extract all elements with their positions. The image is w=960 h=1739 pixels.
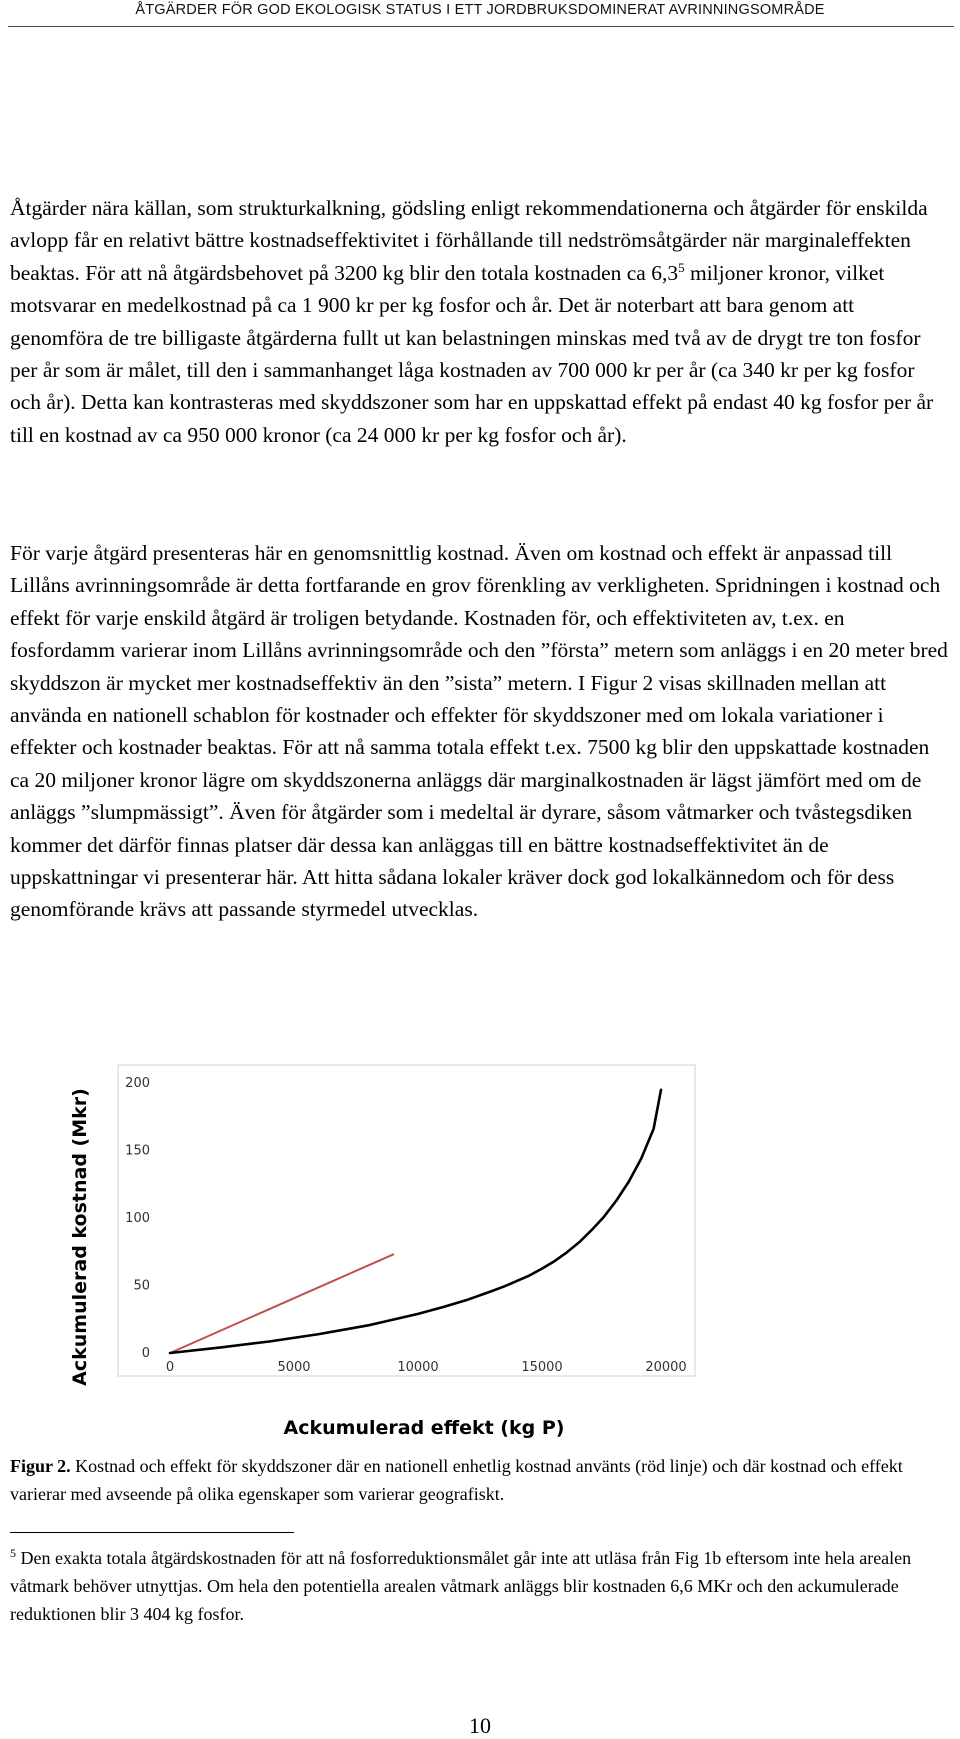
paragraph-1-text-b: miljoner kronor, vilket motsvarar en medelkostnad på ca 1 900 kr per kg fosfor och år. Det är noterbart att bara genom att genomföra de tre billigaste åtgärderna fullt ut kan belastningen minskas med två av de drygt tre ton fosfor per år som är målet, till den i sammanhanget låga kostnaden av 700 000 kr per år (ca 340 kr per kg fosfor och år). Detta kan kontrasteras med skyddszoner som har en uppskattad effekt på endast 40 kg fosfor per år till en kostnad av ca 950 000 kronor (ca 24 000 kr per kg fosfor och år). bbox=[10, 260, 934, 447]
caption-label: Figur 2. bbox=[10, 1456, 71, 1476]
footnote-separator bbox=[10, 1532, 294, 1533]
y-tick-label: 0 bbox=[141, 1346, 150, 1361]
y-tick-label: 150 bbox=[125, 1143, 150, 1159]
plot-frame bbox=[118, 1065, 695, 1376]
x-tick-label: 15000 bbox=[521, 1360, 563, 1375]
x-tick-label: 10000 bbox=[397, 1360, 439, 1375]
footnote-ref-5[interactable]: 5 bbox=[678, 259, 685, 275]
footnote-number: 5 bbox=[10, 1546, 16, 1560]
cost-effect-chart bbox=[60, 1050, 760, 1450]
x-axis-label: Ackumulerad effekt (kg P) bbox=[283, 1417, 565, 1439]
y-axis-label: Ackumulerad kostnad (Mkr) bbox=[69, 1088, 91, 1386]
paragraph-1-text-a: Åtgärder nära källan, som strukturkalkning, gödsling enligt rekommendationerna och åtgärder för enskilda avlopp får en relativt bättre kostnadseffektivitet i förhållande till nedströmsåtgärder när marginaleffekten beaktas. För att nå åtgärdsbehovet på 3200 kg blir den totala kostnaden ca 6,3 bbox=[10, 196, 928, 285]
figure-2 bbox=[60, 1050, 760, 1450]
figure-caption bbox=[10, 1452, 950, 1508]
page-number: 10 bbox=[469, 1713, 491, 1738]
caption-text: Kostnad och effekt för skyddszoner där en nationell enhetlig kostnad använts (röd linje) och där kostnad och effekt varierar med avseende på olika egenskaper som varierar geografiskt. bbox=[10, 1456, 903, 1504]
y-tick-label: 50 bbox=[133, 1278, 150, 1294]
y-tick-label: 200 bbox=[125, 1076, 150, 1091]
header-rule bbox=[8, 26, 954, 27]
running-header: ÅTGÄRDER FÖR GOD EKOLOGISK STATUS I ETT JORDBRUKSDOMINERAT AVRINNINGSOMRÅDE bbox=[135, 2, 825, 18]
x-tick-label: 5000 bbox=[277, 1360, 311, 1375]
x-tick-label: 20000 bbox=[645, 1360, 687, 1375]
footnote-text: Den exakta totala åtgärdskostnaden för att nå fosforreduktionsmålet går inte att utläsa från Fig 1b eftersom inte hela arealen våtmark behöver utnyttjas. Om hela den potentiella arealen våtmark anläggs blir kostnaden 6,6 MKr och den ackumulerade reduktionen blir 3 404 kg fosfor. bbox=[10, 1548, 912, 1624]
footnote-5 bbox=[10, 1544, 950, 1628]
paragraph-2: För varje åtgärd presenteras här en genomsnittlig kostnad. Även om kostnad och effekt är anpassad till Lillåns avrinningsområde är detta fortfarande en grov förenkling av verkligheten. Spridningen i kostnad och effekt för varje enskild åtgärd är troligen betydande. Kostnaden för, och effektiviteten av, t.ex. en fosfordamm varierar inom Lillåns avrinningsområde och den ”första” metern som anläggs i en 20 meter bred skyddszon är mycket mer kostnadseffektiv än den ”sista” metern. I Figur 2 visas skillnaden mellan att använda en nationell schablon för kostnader och effekter för skyddszoner med om lokala variationer i effekter och kostnader beaktas. För att nå samma totala effekt t.ex. 7500 kg blir den uppskattade kostnaden ca 20 miljoner kronor lägre om skyddszonerna anläggs där marginalkostnaden är lägst jämfört med om de anläggs ”slumpmässigt”. Även för åtgärder som i medeltal är dyrare, såsom våtmarker och tvåstegsdiken kommer det därför finnas platser där dessa kan anläggas till en bättre kostnadseffektivitet än de uppskattningar vi presenterar här. Att hitta sådana lokaler kräver dock god lokalkännedom och för dess genomförande krävs att passande styrmedel utvecklas. bbox=[10, 541, 948, 922]
x-tick-label: 0 bbox=[165, 1360, 175, 1375]
y-tick-label: 100 bbox=[125, 1211, 150, 1226]
paragraph-1 bbox=[10, 192, 950, 451]
